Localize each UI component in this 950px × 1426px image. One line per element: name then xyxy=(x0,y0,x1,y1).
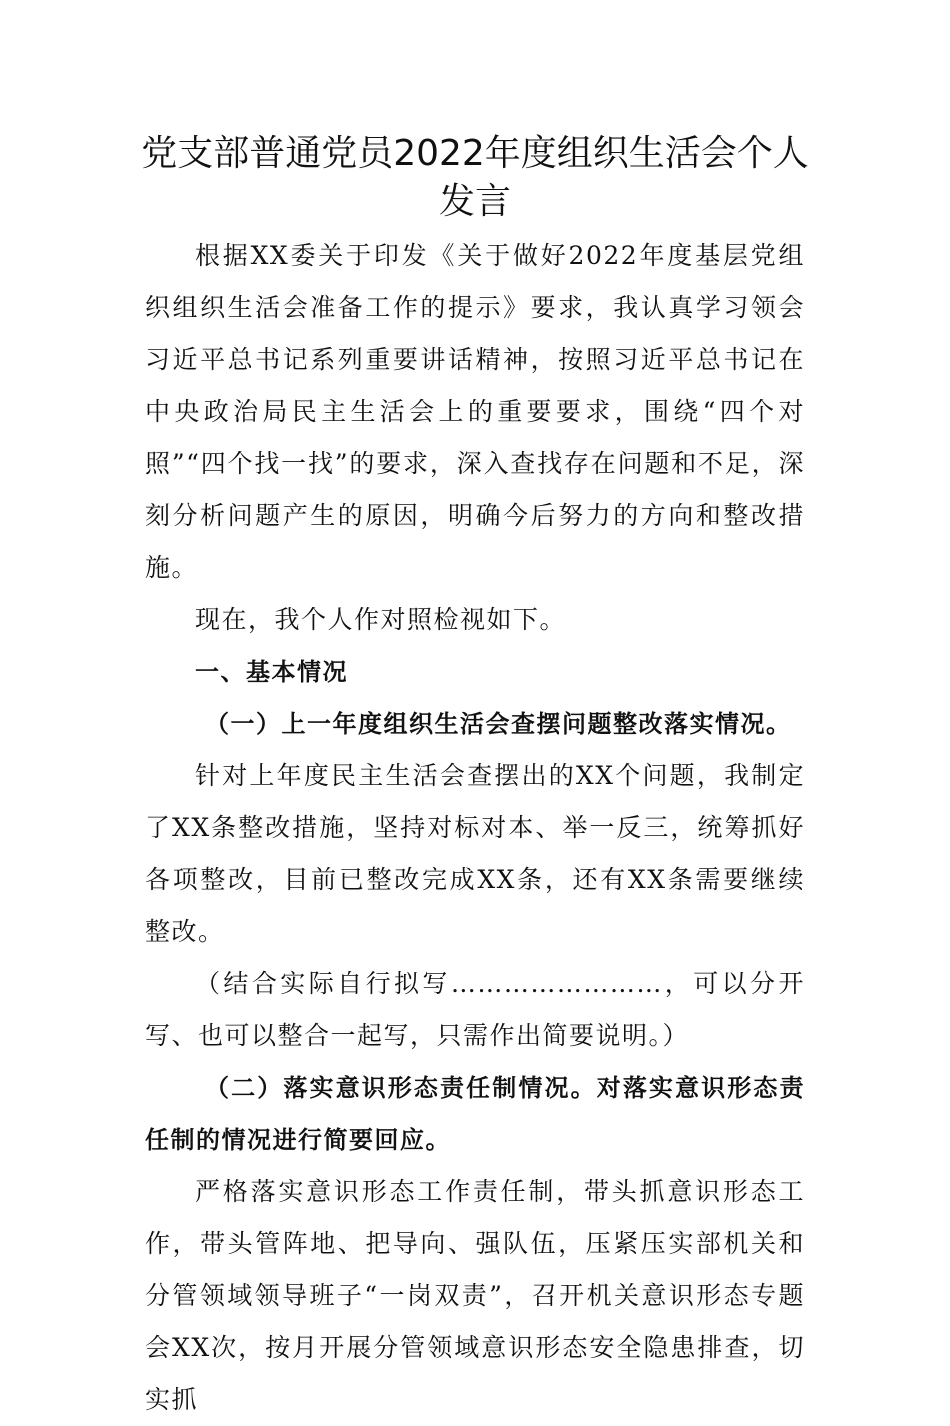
subsection-heading-1: （一）上一年度组织生活会查摆问题整改落实情况。 xyxy=(205,710,792,738)
subsection-heading-2: （二）落实意识形态责任制情况。对落实意识形态责任制的情况进行简要回应。 xyxy=(145,1074,805,1154)
document-body xyxy=(145,230,805,1426)
intro-statement: 现在，我个人作对照检视如下。 xyxy=(195,605,567,634)
section-heading-basic: 一、基本情况 xyxy=(195,658,348,686)
paragraph-rectification: 针对上年度民主生活会查摆出的XX个问题，我制定了XX条整改措施，坚持对标对本、举一反三，统筹抓好各项整改，目前已整改完成XX条，还有XX条需要继续整改。 xyxy=(145,761,805,946)
document-title: 党支部普通党员2022年度组织生活会个人发言 xyxy=(141,133,809,222)
paragraph-ideology: 严格落实意识形态工作责任制，带头抓意识形态工作，带头管阵地、把导向、强队伍，压紧压实部机关和分管领域领导班子“一岗双责”，召开机关意识形态专题会XX次，按月开展分管领域意识形态安全隐患排查，切实抓 xyxy=(145,1177,805,1414)
intro-paragraph: 根据XX委关于印发《关于做好2022年度基层党组织组织生活会准备工作的提示》要求，我认真学习领会习近平总书记系列重要讲话精神，按照习近平总书记在中央政治局民主生活会上的重要要求，围绕“四个对照”“四个找一找”的要求，深入查找存在问题和不足，深刻分析问题产生的原因，明确今后努力的方向和整改措施。 xyxy=(145,241,805,582)
paragraph-note: （结合实际自行拟写……………………，可以分开写、也可以整合一起写，只需作出简要说明。） xyxy=(145,969,805,1050)
